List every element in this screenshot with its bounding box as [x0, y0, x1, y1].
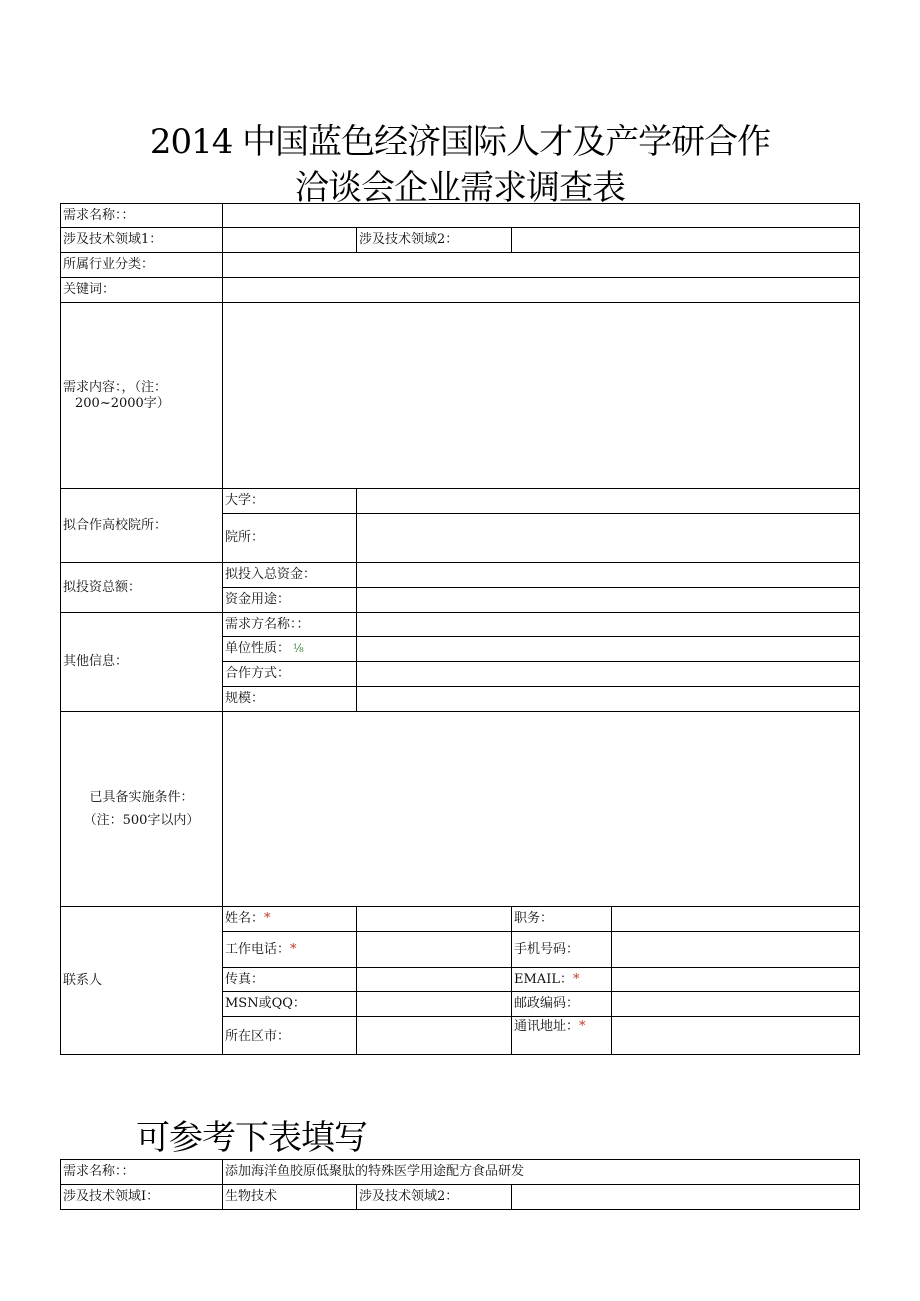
- content-label-line2: 200~2000字）: [75, 395, 170, 411]
- ref-tech-field2-value: [511, 1184, 860, 1210]
- address-required-mark: *: [579, 1019, 586, 1034]
- demand-name-field[interactable]: [222, 203, 860, 228]
- total-investment-field[interactable]: [356, 562, 860, 588]
- ref-tech-field1-label: 涉及技术领域I：: [60, 1184, 223, 1210]
- ref-tech-field2-label: 涉及技术领域2：: [356, 1184, 512, 1210]
- conditions-label-line1: 已具备实施条件：: [89, 789, 194, 805]
- demander-name-label: 需求方名称：：: [222, 612, 357, 637]
- keywords-field[interactable]: [222, 277, 860, 303]
- cooperation-mode-field[interactable]: [356, 661, 860, 687]
- content-label: [60, 302, 223, 489]
- content-textarea[interactable]: [222, 302, 860, 489]
- email-required-mark: *: [572, 971, 580, 987]
- mobile-label: 手机号码：: [511, 931, 612, 968]
- university-field[interactable]: [356, 488, 860, 514]
- postcode-label: 邮政编码：: [511, 991, 612, 1017]
- name-label: [222, 906, 357, 932]
- msn-qq-label: MSN或QQ：: [222, 991, 357, 1017]
- fax-field[interactable]: [356, 967, 512, 992]
- page-subtitle: 洽谈会企业需求调查表: [295, 168, 625, 208]
- industry-label: 所属行业分类：: [60, 252, 223, 278]
- email-field[interactable]: [611, 967, 860, 992]
- investment-label: 拟投资总额：: [60, 562, 223, 613]
- keywords-label: 关键词：: [60, 277, 223, 303]
- title-line1: 中国蓝色经济国际人才及产学研合作: [242, 122, 771, 162]
- ref-demand-name-value: 添加海洋鱼胶原低聚肽的特殊医学用途配方食品研发: [222, 1159, 860, 1185]
- scale-field[interactable]: [356, 686, 860, 712]
- tech-field2-field[interactable]: [511, 227, 860, 253]
- industry-field[interactable]: [222, 252, 860, 278]
- msn-qq-field[interactable]: [356, 991, 512, 1017]
- email-label-text: EMAIL：: [514, 971, 573, 987]
- unit-nature-label-text: 单位性质：: [225, 641, 291, 656]
- cooperation-mode-label: 合作方式：: [222, 661, 357, 687]
- page-title: [0, 114, 920, 163]
- title-year: 2014: [149, 122, 233, 162]
- mobile-field[interactable]: [611, 931, 860, 968]
- unit-nature-field[interactable]: [356, 636, 860, 662]
- scale-label: 规模：: [222, 686, 357, 712]
- content-label-line1: 需求内容：，（注：: [63, 379, 168, 395]
- work-phone-required-mark: *: [290, 941, 297, 957]
- conditions-label-line2: （注：500字以内）: [83, 812, 200, 828]
- ref-tech-field1-value: 生物技术: [222, 1184, 357, 1210]
- other-info-label: 其他信息：: [60, 612, 223, 712]
- address-label: [511, 1016, 612, 1055]
- unit-nature-label: [222, 636, 357, 662]
- conditions-label: [60, 711, 223, 907]
- ref-demand-name-label: 需求名称：：: [60, 1159, 223, 1185]
- address-label-text: 通讯地址：: [514, 1019, 580, 1034]
- reference-heading: 可参考下表填写: [136, 1118, 367, 1158]
- university-label: 大学：: [222, 488, 357, 514]
- postcode-field[interactable]: [611, 991, 860, 1017]
- tech-field2-label: 涉及技术领域2：: [356, 227, 512, 253]
- address-field[interactable]: [611, 1016, 860, 1055]
- name-label-text: 姓名：: [225, 911, 265, 926]
- fund-usage-label: 资金用途：: [222, 587, 357, 613]
- institute-field[interactable]: [356, 513, 860, 563]
- contact-label: 联系人: [60, 906, 223, 1055]
- total-investment-label: 拟投入总资金：: [222, 562, 357, 588]
- demand-name-label: 需求名称：：: [60, 203, 223, 228]
- city-label: 所在区市：: [222, 1016, 357, 1055]
- tech-field1-field[interactable]: [222, 227, 357, 253]
- demander-name-field[interactable]: [356, 612, 860, 637]
- conditions-textarea[interactable]: [222, 711, 860, 907]
- fax-label: 传真：: [222, 967, 357, 992]
- name-required-mark: *: [264, 911, 271, 926]
- position-label: 职务：: [511, 906, 612, 932]
- partner-label: 拟合作高校院所：: [60, 488, 223, 563]
- fund-usage-field[interactable]: [356, 587, 860, 613]
- tech-field1-label: 涉及技术领域1：: [60, 227, 223, 253]
- work-phone-label-text: 工作电话：: [225, 941, 291, 957]
- institute-label: 院所：: [222, 513, 357, 563]
- work-phone-field[interactable]: [356, 931, 512, 968]
- name-field[interactable]: [356, 906, 512, 932]
- position-field[interactable]: [611, 906, 860, 932]
- email-label: [511, 967, 612, 992]
- city-field[interactable]: [356, 1016, 512, 1055]
- work-phone-label: [222, 931, 357, 968]
- unit-nature-value: ⅛: [293, 642, 304, 655]
